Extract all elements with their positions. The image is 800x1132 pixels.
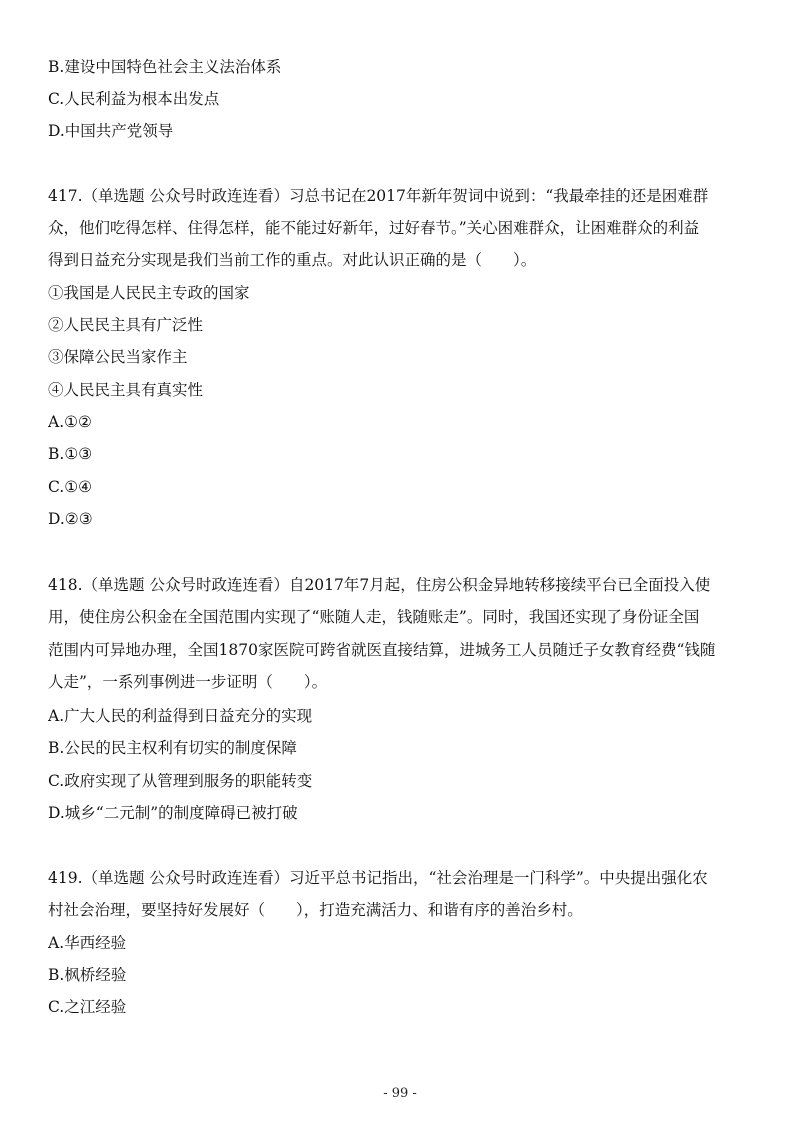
question-417-statement-1: ①我国是人民民主专政的国家 (48, 284, 250, 302)
question-417-text-line-2: 众，他们吃得怎样、住得怎样，能不能过好新年，过好春节。”关心困难群众，让困难群众的利益 (48, 219, 700, 237)
page-number: - 99 - (383, 1086, 417, 1101)
prev-question-option-d: D.中国共产党领导 (48, 122, 174, 140)
question-418-option-b: B.公民的民主权利有切实的制度保障 (48, 739, 297, 757)
prev-question-option-c: C.人民利益为根本出发点 (48, 90, 220, 108)
question-417-option-a: A.①② (48, 413, 92, 431)
question-417-option-c: C.①④ (48, 478, 93, 496)
question-417-text-line-1: 417.（单选题 公众号时政连连看）习总书记在2017年新年贺词中说到：“我最牵挂的还是困难群 (48, 187, 709, 205)
question-419-option-b: B.枫桥经验 (48, 966, 127, 984)
question-418-option-c: C.政府实现了从管理到服务的职能转变 (48, 772, 313, 790)
question-419-option-a: A.华西经验 (48, 934, 127, 952)
question-418-option-d: D.城乡“二元制”的制度障碍已被打破 (48, 804, 298, 822)
question-419-text-line-2: 村社会治理，要坚持好发展好（ ），打造充满活力、和谐有序的善治乡村。 (48, 901, 583, 919)
question-418-text-line-4: 人走”，一系列事例进一步证明（ ）。 (48, 673, 328, 691)
question-417-option-b: B.①③ (48, 445, 93, 463)
question-417-option-d: D.②③ (48, 510, 93, 528)
question-417-text-line-3: 得到日益充分实现是我们当前工作的重点。对此认识正确的是（ ）。 (48, 251, 537, 269)
question-418-text-line-3: 范围内可异地办理，全国1870家医院可跨省就医直接结算，进城务工人员随迁子女教育经费“钱随 (48, 641, 716, 659)
question-418-text-line-1: 418.（单选题 公众号时政连连看）自2017年7月起，住房公积金异地转移接续平台已全面投入使 (48, 576, 711, 594)
question-417-statement-4: ④人民民主具有真实性 (48, 381, 204, 399)
question-419-option-c: C.之江经验 (48, 998, 127, 1016)
question-418-text-line-2: 用，使住房公积金在全国范围内实现了“账随人走，钱随账走”。同时，我国还实现了身份证全国 (48, 608, 700, 626)
question-417-statement-2: ②人民民主具有广泛性 (48, 316, 204, 334)
question-417-statement-3: ③保障公民当家作主 (48, 348, 188, 366)
question-419-text-line-1: 419.（单选题 公众号时政连连看）习近平总书记指出，“社会治理是一门科学”。中央提出强化农 (48, 869, 708, 887)
prev-question-option-b: B.建设中国特色社会主义法治体系 (48, 58, 282, 76)
question-418-option-a: A.广大人民的利益得到日益充分的实现 (48, 707, 313, 725)
